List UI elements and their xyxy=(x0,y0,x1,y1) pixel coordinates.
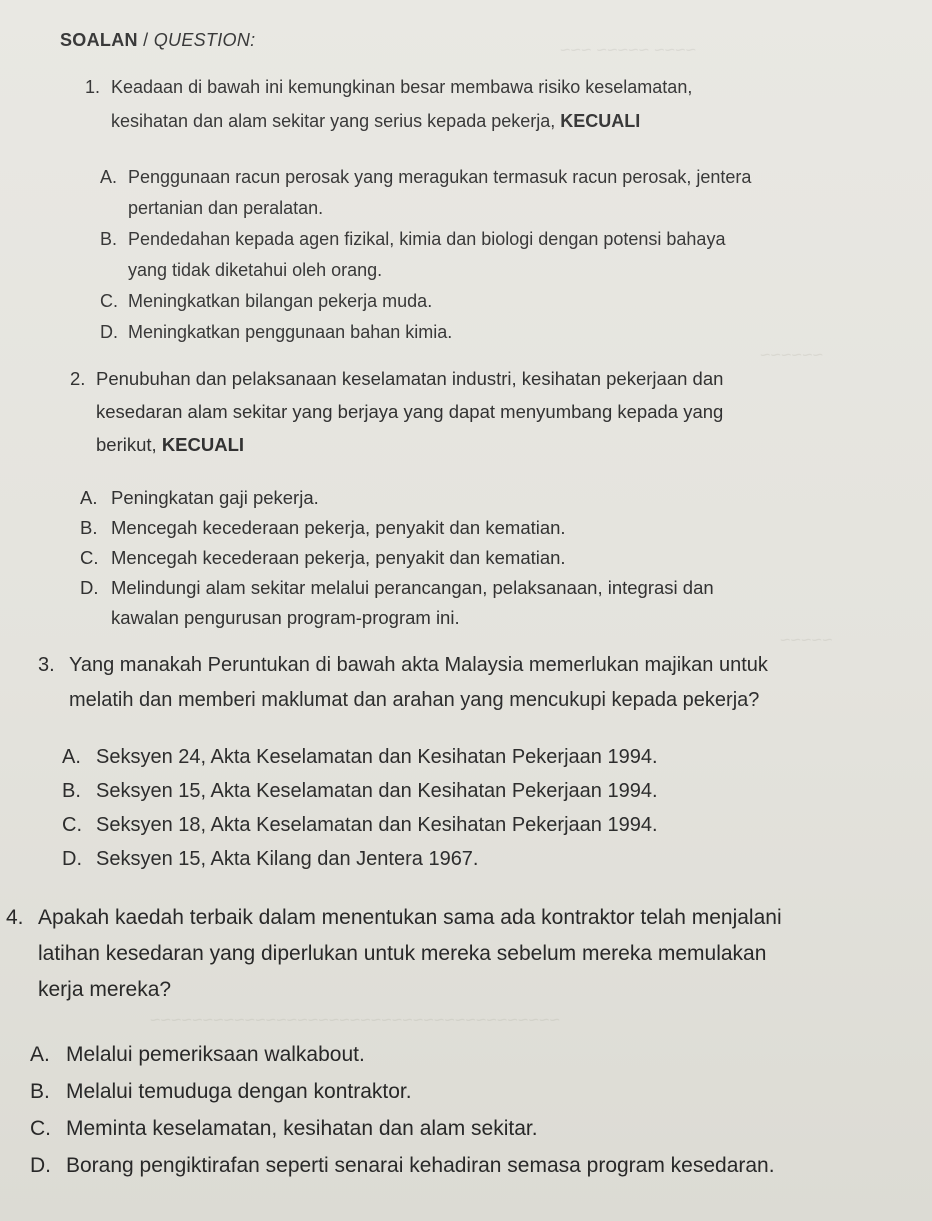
option-line: Melalui pemeriksaan walkabout. xyxy=(66,1043,365,1066)
bleed-through-texture: ~~~~~ xyxy=(780,630,833,650)
stem-line: Penubuhan dan pelaksanaan keselamatan industri, kesihatan pekerjaan dan xyxy=(96,368,724,389)
option-a xyxy=(100,162,751,224)
option-letter: A. xyxy=(30,1043,50,1066)
option-letter: A. xyxy=(100,167,118,187)
bleed-through-texture: ~~~~ ~~~~~ ~~~ xyxy=(560,40,697,60)
emphasis-kecuali: KECUALI xyxy=(161,434,245,455)
option-line: Penggunaan racun perosak yang meragukan termasuk racun perosak, jentera xyxy=(128,167,752,187)
bleed-through-texture: ~~~~~~~~~~~~~~~~~~~~~~~~~~~~~~~~~~~~~~~ xyxy=(150,1010,560,1030)
option-a xyxy=(62,740,768,774)
question-number: 1. xyxy=(85,77,101,97)
question-1 xyxy=(85,70,751,348)
option-line: Mencegah kecederaan pekerja, penyakit dan kematian. xyxy=(111,517,566,538)
option-line: kawalan pengurusan program-program ini. xyxy=(111,607,460,628)
question-4 xyxy=(6,900,782,1184)
question-number: 2. xyxy=(70,368,86,389)
option-letter: A. xyxy=(80,487,98,508)
option-letter: D. xyxy=(30,1154,51,1177)
option-a xyxy=(80,483,723,513)
stem-line: latihan kesedaran yang diperlukan untuk mereka sebelum mereka memulakan xyxy=(38,942,767,965)
option-letter: D. xyxy=(80,577,99,598)
option-d xyxy=(100,317,751,348)
heading-soalan: SOALAN xyxy=(60,30,138,50)
option-letter: C. xyxy=(62,814,82,836)
stem-line: Apakah kaedah terbaik dalam menentukan sama ada kontraktor telah menjalani xyxy=(38,906,782,929)
option-letter: C. xyxy=(100,291,118,311)
section-heading xyxy=(60,30,255,51)
option-list xyxy=(80,483,723,633)
option-line: Seksyen 18, Akta Keselamatan dan Kesihatan Pekerjaan 1994. xyxy=(96,814,658,836)
question-number: 4. xyxy=(6,906,24,929)
stem-line: berikut, KECUALI xyxy=(96,434,245,455)
stem-line: kerja mereka? xyxy=(38,978,172,1001)
bleed-through-texture: ~~~~~~ xyxy=(760,345,824,365)
option-list xyxy=(100,162,751,348)
option-letter: B. xyxy=(100,229,118,249)
option-b xyxy=(80,513,723,543)
option-line: Melindungi alam sekitar melalui perancangan, pelaksanaan, integrasi dan xyxy=(111,577,714,598)
heading-separator: / xyxy=(137,30,154,50)
option-letter: B. xyxy=(30,1080,50,1103)
question-stem xyxy=(6,900,782,1008)
option-d xyxy=(62,842,768,876)
question-stem xyxy=(70,362,723,461)
option-b xyxy=(62,774,768,808)
stem-line: melatih dan memberi maklumat dan arahan yang mencukupi kepada pekerja? xyxy=(69,689,760,711)
question-2 xyxy=(70,362,723,633)
question-number: 3. xyxy=(38,654,55,676)
option-line: Meningkatkan bilangan pekerja muda. xyxy=(128,291,433,311)
option-letter: B. xyxy=(80,517,98,538)
option-line: pertanian dan peralatan. xyxy=(128,198,324,218)
option-letter: C. xyxy=(30,1117,51,1140)
option-line: Seksyen 15, Akta Keselamatan dan Kesihatan Pekerjaan 1994. xyxy=(96,780,658,802)
option-letter: A. xyxy=(62,746,81,768)
option-list xyxy=(62,740,768,876)
stem-line: kesihatan dan alam sekitar yang serius kepada pekerja, KECUALI xyxy=(111,111,641,131)
option-a xyxy=(30,1036,782,1073)
question-stem xyxy=(85,70,751,138)
emphasis-kecuali: KECUALI xyxy=(560,111,641,131)
stem-line: Yang manakah Peruntukan di bawah akta Malaysia memerlukan majikan untuk xyxy=(69,654,768,676)
option-c xyxy=(62,808,768,842)
heading-question: QUESTION: xyxy=(153,30,256,50)
option-c xyxy=(100,286,751,317)
option-line: Peningkatan gaji pekerja. xyxy=(111,487,319,508)
stem-line: Keadaan di bawah ini kemungkinan besar membawa risiko keselamatan, xyxy=(111,77,693,97)
option-letter: D. xyxy=(62,848,82,870)
option-c xyxy=(30,1110,782,1147)
option-line: Meningkatkan penggunaan bahan kimia. xyxy=(128,322,453,342)
option-line: Melalui temuduga dengan kontraktor. xyxy=(66,1080,412,1103)
option-letter: D. xyxy=(100,322,118,342)
option-b xyxy=(100,224,751,286)
option-line: Seksyen 15, Akta Kilang dan Jentera 1967. xyxy=(96,848,479,870)
option-line: Borang pengiktirafan seperti senarai kehadiran semasa program kesedaran. xyxy=(66,1154,775,1177)
option-line: yang tidak diketahui oleh orang. xyxy=(128,260,383,280)
option-line: Meminta keselamatan, kesihatan dan alam sekitar. xyxy=(66,1117,538,1140)
option-list xyxy=(30,1036,782,1184)
option-letter: C. xyxy=(80,547,99,568)
option-b xyxy=(30,1073,782,1110)
option-letter: B. xyxy=(62,780,81,802)
option-line: Mencegah kecederaan pekerja, penyakit dan kematian. xyxy=(111,547,566,568)
stem-line: kesedaran alam sekitar yang berjaya yang dapat menyumbang kepada yang xyxy=(96,401,724,422)
option-line: Pendedahan kepada agen fizikal, kimia dan biologi dengan potensi bahaya xyxy=(128,229,726,249)
option-c xyxy=(80,543,723,573)
option-d xyxy=(30,1147,782,1184)
option-line: Seksyen 24, Akta Keselamatan dan Kesihatan Pekerjaan 1994. xyxy=(96,746,658,768)
option-d xyxy=(80,573,723,633)
question-3 xyxy=(38,648,768,876)
question-stem xyxy=(38,648,768,718)
